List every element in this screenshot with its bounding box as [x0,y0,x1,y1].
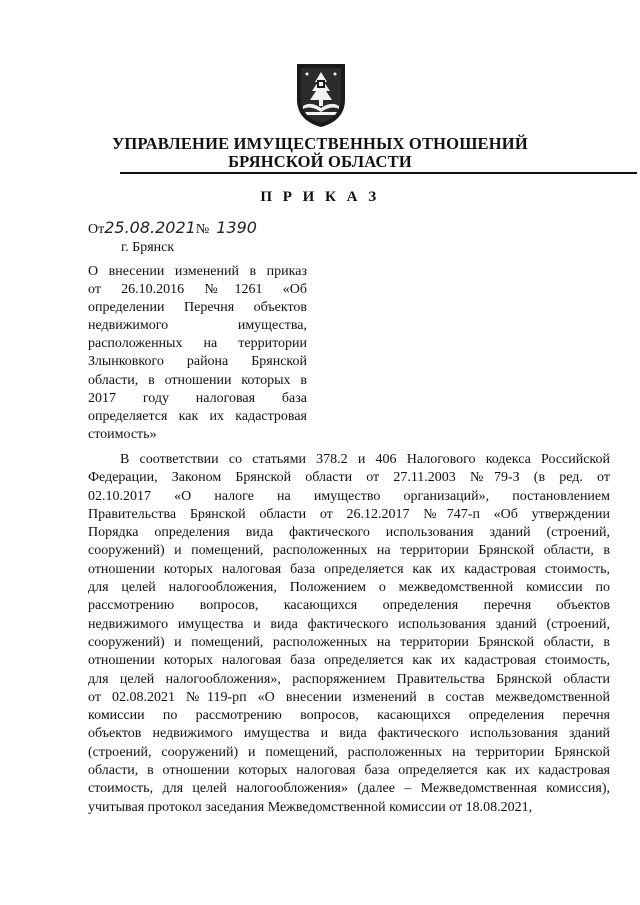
handwritten-date: 25.08.2021 [104,218,196,237]
subject-line: Злынковкого района Брянской [88,354,307,370]
body-paragraph [88,451,610,817]
body-line: недвижимого имущества и вида фактического использования зданий (строений, [88,616,610,632]
subject-line: О внесении изменений в приказ [88,264,307,279]
body-line: отношении которых налоговая база определяется как их кадастровая стоимость, [88,561,610,577]
subject-line: определении Перечня объектов [88,300,307,316]
body-line: от 02.08.2021 №119-рп «О внесении изменений в состав межведомственной [88,689,610,705]
from-prefix: От [88,222,105,237]
body-line: комиссии по рассмотрению вопросов, касающихся определения перечня [88,708,610,724]
handwritten-number: 1390 [216,218,257,237]
body-line: стоимость, для целей налогообложения» (далее – Межведомственная комиссия), [88,781,610,797]
organization-name-line1: УПРАВЛЕНИЕ ИМУЩЕСТВЕННЫХ ОТНОШЕНИЙ [112,134,528,153]
date-number-line [88,218,257,238]
order-subject [88,263,307,444]
body-line: сооружений) и помещений, расположенных на территории Брянской области, в [88,543,610,559]
body-line: Федерации, Законом Брянской области от 27.11.2003 №79-З (в ред. от [88,470,610,486]
subject-line: области, в отношении которых в [88,372,307,388]
body-line: объектов недвижимого имущества и вида фактического использования зданий [88,726,610,742]
body-line: для целей налогообложения», распоряжением Правительства Брянской области [88,671,610,687]
header-divider [120,172,637,174]
body-line: Порядка определения вида фактического использования зданий (строений, [88,525,610,541]
body-line: области, в отношении которых налоговая база определяется как их кадастровая [88,763,610,779]
body-line: учитывая протокол заседания Межведомственной комиссии от 18.08.2021, [88,799,533,815]
city: г. Брянск [121,240,175,255]
subject-line: расположенных на территории [88,336,307,352]
subject-line: стоимость» [88,426,157,442]
subject-line: определяется как их кадастровая [88,408,307,424]
subject-line: недвижимого имущества, [88,318,307,334]
body-line: В соответствии со статьями 378.2 и 406 Налогового кодекса Российской [120,452,610,467]
bryansk-coat-of-arms-icon [293,60,349,128]
subject-line: от 26.10.2016 №1261 «Об [88,282,307,298]
document-title: П Р И К А З [260,189,380,205]
body-line: 02.10.2017 «О налоге на имущество организаций», постановлением [88,488,610,504]
organization-name-line2: БРЯНСКОЙ ОБЛАСТИ [228,152,412,171]
body-line: Правительства Брянской области от 26.12.2017 №747-п «Об утверждении [88,506,610,522]
subject-line: 2017 году налоговая база [88,390,307,406]
body-line: сооружений) и помещений, расположенных на территории Брянской области, в [88,634,610,650]
body-line: для целей налогообложения, Положением о межведомственной комиссии по [88,580,610,596]
body-line: отношении которых налоговая база определяется как их кадастровая стоимость, [88,653,610,669]
body-line: (строений, сооружений) и помещений, расположенных на территории Брянской [88,744,610,760]
body-line: рассмотрению вопросов, касающихся определения перечня объектов [88,598,610,614]
number-prefix: № [195,222,210,237]
